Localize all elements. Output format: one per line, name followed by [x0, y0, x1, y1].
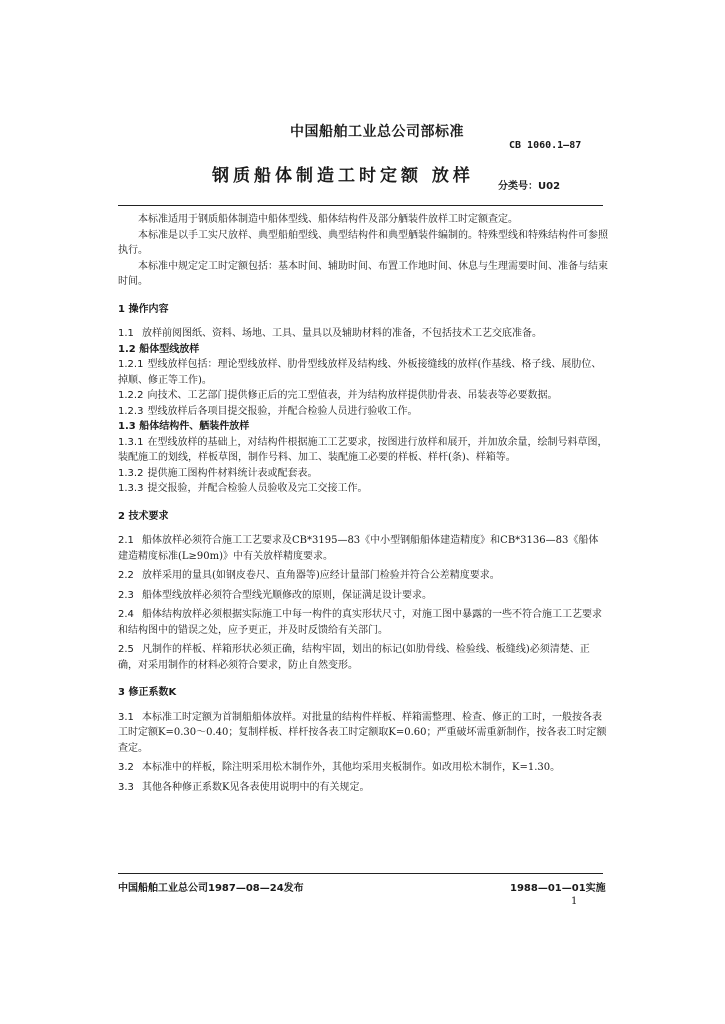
clause-number: 1.3.2 [118, 467, 144, 479]
clause-number: 1.2.2 [118, 390, 144, 401]
clause-text: 型线放样包括：理论型线放样、肋骨型线放样及结构线、外板接缝线的放样(作基线、格子线、展肋位、掉顺、修正等工作)。 [118, 359, 602, 386]
clause [118, 481, 608, 497]
clause [118, 760, 608, 776]
clause-number: 1.3.3 [118, 483, 144, 494]
clause-text: 本标准工时定额为首制船船体放样。对批量的结构件样板、样箱需整理、检查、修正的工时，一般按各表工时定额K=0.30～0.40；复制样板、样杆按各表工时定额取K=0.60；严重破坏需重新制作，按各表工时定额查定。 [118, 711, 607, 754]
subsection-heading: 1.3 船体结构件、舾装件放样 [118, 421, 250, 432]
clause-text: 型线放样后各项目提交报验，并配合检验人员进行验收工作。 [147, 405, 418, 417]
top-divider [118, 205, 603, 206]
clause [118, 388, 608, 404]
clause-number: 1.1 [118, 328, 134, 339]
clause-text: 本标准中的样板，除注明采用松木制作外，其他均采用夹板制作。如改用松木制作，K=1.30。 [142, 762, 561, 773]
section-heading: 2 技术要求 [118, 510, 169, 522]
document-title: 钢质船体制造工时定额 放样 [212, 166, 474, 186]
clause-number: 2.1 [118, 535, 134, 546]
clause [118, 568, 608, 584]
effective-date: 1988—01—01实施 [510, 883, 606, 894]
subsection-heading: 1.2 船体型线放样 [118, 343, 200, 355]
section-heading: 3 修正系数K [118, 687, 177, 698]
clause-text: 提供施工图构件材料统计表或配套表。 [147, 467, 318, 479]
document-body [118, 212, 608, 795]
clause-number: 3.3 [118, 781, 134, 793]
clause [118, 780, 608, 796]
section-heading: 1 操作内容 [118, 303, 169, 315]
clause [118, 642, 608, 673]
clause-number: 1.3.1 [118, 436, 144, 448]
issue-date: 中国船舶工业总公司1987—08—24发布 [118, 883, 304, 894]
clause-number: 2.5 [118, 644, 134, 655]
clause-text: 凡制作的样板、样箱形状必须正确，结构牢固，划出的标记(如肋骨线、检验线、板缝线)必须清楚、正确，对采用制作的材料必须符合要求，防止自然变形。 [118, 644, 590, 671]
classification-number: 分类号：U02 [498, 181, 561, 192]
clause-text: 船体型线放样必须符合型线光顺修改的原则，保证满足设计要求。 [142, 589, 432, 601]
clause [118, 435, 608, 466]
clause-number: 1.2.3 [118, 405, 144, 417]
clause-text: 船体结构放样必须根据实际施工中每一构件的真实形状尺寸，对施工图中暴露的一些不符合施工工艺要求和结构图中的错误之处，应予更正，并及时反馈给有关部门。 [118, 609, 602, 636]
org-title: 中国船舶工业总公司部标准 [290, 124, 464, 140]
clause [118, 326, 608, 342]
bottom-divider [118, 873, 603, 874]
clause [118, 533, 608, 564]
intro-paragraph: 本标准是以手工实尺放样、典型船舶型线、典型结构件和典型舾装件编制的。特殊型线和特殊结构件可参照执行。 [118, 229, 608, 256]
clause-number: 2.3 [118, 589, 134, 601]
clause-text: 向技术、工艺部门提供修正后的完工型值表，并为结构放样提供肋骨表、吊装表等必要数据。 [147, 390, 558, 401]
clause-text: 在型线放样的基础上，对结构件根据施工工艺要求，按图进行放样和展开，并加放余量，绘制号料草图，装配施工的划线，样板草图，制作号料、加工、装配施工必要的样板、样杆(条)、样箱等。 [118, 436, 608, 463]
clause-number: 2.4 [118, 609, 134, 620]
clause-text: 提交报验，并配合检验人员验收及完工交接工作。 [147, 483, 368, 494]
clause [118, 710, 608, 757]
clause [118, 357, 608, 388]
clause [118, 466, 608, 482]
page-number: 1 [571, 896, 578, 907]
clause [118, 607, 608, 638]
clause-text: 船体放样必须符合施工工艺要求及CB*3195—83《中小型钢船船体建造精度》和CB*3136—83《船体建造精度标准(L≥90m)》中有关放样精度要求。 [118, 535, 599, 562]
clause [118, 404, 608, 420]
clause-number: 3.1 [118, 711, 134, 723]
clause-text: 放样采用的量具(如钢皮卷尺、直角器等)应经计量部门检验并符合公差精度要求。 [142, 570, 500, 581]
clause [118, 588, 608, 604]
clause-text: 其他各种修正系数K见各表使用说明中的有关规定。 [142, 781, 370, 793]
intro-paragraph: 本标准中规定定工时定额包括：基本时间、辅助时间、布置工作地时间、休息与生理需要时间、准备与结束时间。 [118, 260, 608, 287]
clause-number: 1.2.1 [118, 359, 144, 370]
clause-text: 放样前阅图纸、资料、场地、工具、量具以及辅助材料的准备，不包括技术工艺交底准备。 [142, 328, 542, 339]
standard-code: CB 1060.1—87 [509, 140, 582, 151]
clause-number: 3.2 [118, 762, 134, 773]
clause-number: 2.2 [118, 570, 134, 581]
intro-paragraph: 本标准适用于钢质船体制造中船体型线、船体结构件及部分舾装件放样工时定额查定。 [138, 214, 518, 225]
